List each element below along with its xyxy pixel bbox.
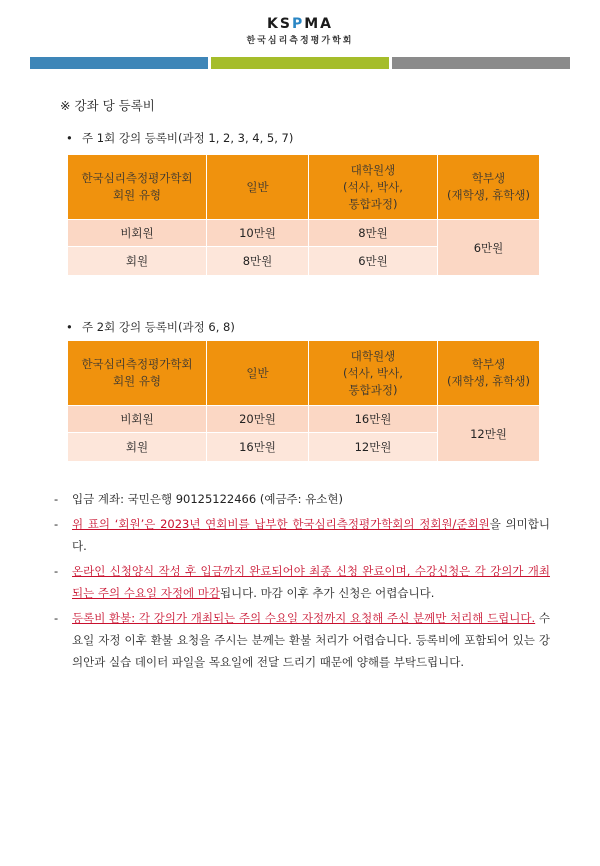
dash-bullet: - [54, 564, 59, 578]
note-account-text: 입금 계좌: 국민은행 90125122466 (예금주: 유소현) [72, 492, 344, 506]
bullet-dot-icon: • [66, 131, 73, 145]
cell-general-fee: 20만원 [207, 406, 309, 433]
logo-text-suffix: MA [304, 16, 333, 32]
cell-member-type: 회원 [68, 433, 207, 462]
header-bar-blue [30, 57, 208, 69]
table-row [68, 406, 540, 433]
col-header-grad: 대학원생 (석사, 박사, 통합과정) [309, 341, 438, 406]
col-header-general: 일반 [207, 155, 309, 220]
table2-caption [66, 319, 235, 335]
cell-grad-fee: 8만원 [309, 220, 438, 247]
note-deadline [50, 560, 550, 604]
table1-caption-text: 주 1회 강의 등록비(과정 1, 2, 3, 4, 5, 7) [82, 131, 294, 145]
cell-general-fee: 10만원 [207, 220, 309, 247]
table2-caption-text: 주 2회 강의 등록비(과정 6, 8) [82, 320, 235, 334]
col-header-member-type: 한국심리측정평가학회 회원 유형 [68, 155, 207, 220]
note-deadline-text: 됩니다. 마감 이후 추가 신청은 어렵습니다. [219, 586, 435, 600]
cell-grad-fee: 12만원 [309, 433, 438, 462]
col-header-grad: 대학원생 (석사, 박사, 통합과정) [309, 155, 438, 220]
note-membership-highlight: 위 표의 ‘회원’은 2023년 연회비를 납부한 한국심리측정평가학회의 정회원/준회원 [72, 517, 490, 531]
note-refund-highlight: 등록비 환불: 각 강의가 개최되는 주의 수요일 자정까지 요청해 주신 분께만 처리해 드립니다. [72, 611, 536, 625]
table-row [68, 220, 540, 247]
note-refund [50, 607, 550, 673]
cell-member-type: 비회원 [68, 406, 207, 433]
cell-grad-fee: 6만원 [309, 247, 438, 276]
col-header-member-type: 한국심리측정평가학회 회원 유형 [68, 341, 207, 406]
table1-caption [66, 130, 293, 146]
dash-bullet: - [54, 611, 59, 625]
cell-member-type: 회원 [68, 247, 207, 276]
cell-undergrad-fee: 6만원 [438, 220, 540, 276]
header-color-bars [30, 57, 570, 69]
header-bar-green [211, 57, 389, 69]
col-header-undergrad: 학부생 (재학생, 휴학생) [438, 155, 540, 220]
logo-wordmark [0, 16, 600, 32]
cell-general-fee: 8만원 [207, 247, 309, 276]
note-account [50, 488, 550, 510]
logo-text-prefix: KS [267, 16, 292, 32]
note-deadline-highlight: 온라인 신청양식 작성 후 입금까지 완료되어야 최종 신청 완료이며, 수강신청은 각 강의가 개최되는 주의 수요일 자정에 마감 [72, 564, 550, 600]
cell-undergrad-fee: 12만원 [438, 406, 540, 462]
section-title: ※ 강좌 당 등록비 [60, 98, 155, 113]
note-membership-text: 을 의미합니다. [72, 517, 550, 553]
dash-bullet: - [54, 517, 59, 531]
note-refund-text: 수요일 자정 이후 환불 요청을 주시는 분께는 환불 처리가 어렵습니다. 등록비에 포함되어 있는 강의안과 실습 데이터 파일을 목요일에 전달 드리기 때문에 양해를 부탁드립니다. [72, 611, 550, 669]
notes-list [50, 488, 550, 673]
cell-general-fee: 16만원 [207, 433, 309, 462]
logo-text-highlight: P [291, 16, 305, 32]
col-header-undergrad: 학부생 (재학생, 휴학생) [438, 341, 540, 406]
bullet-dot-icon: • [66, 320, 73, 334]
note-membership [50, 513, 550, 557]
cell-member-type: 비회원 [68, 220, 207, 247]
logo [0, 16, 600, 46]
logo-subtitle: 한국심리측정평가학회 [246, 36, 354, 46]
fee-table-weekly-twice [67, 340, 540, 462]
header-bar-gray [392, 57, 570, 69]
fee-table-weekly-once [67, 154, 540, 276]
cell-grad-fee: 16만원 [309, 406, 438, 433]
col-header-general: 일반 [207, 341, 309, 406]
dash-bullet: - [54, 492, 59, 506]
